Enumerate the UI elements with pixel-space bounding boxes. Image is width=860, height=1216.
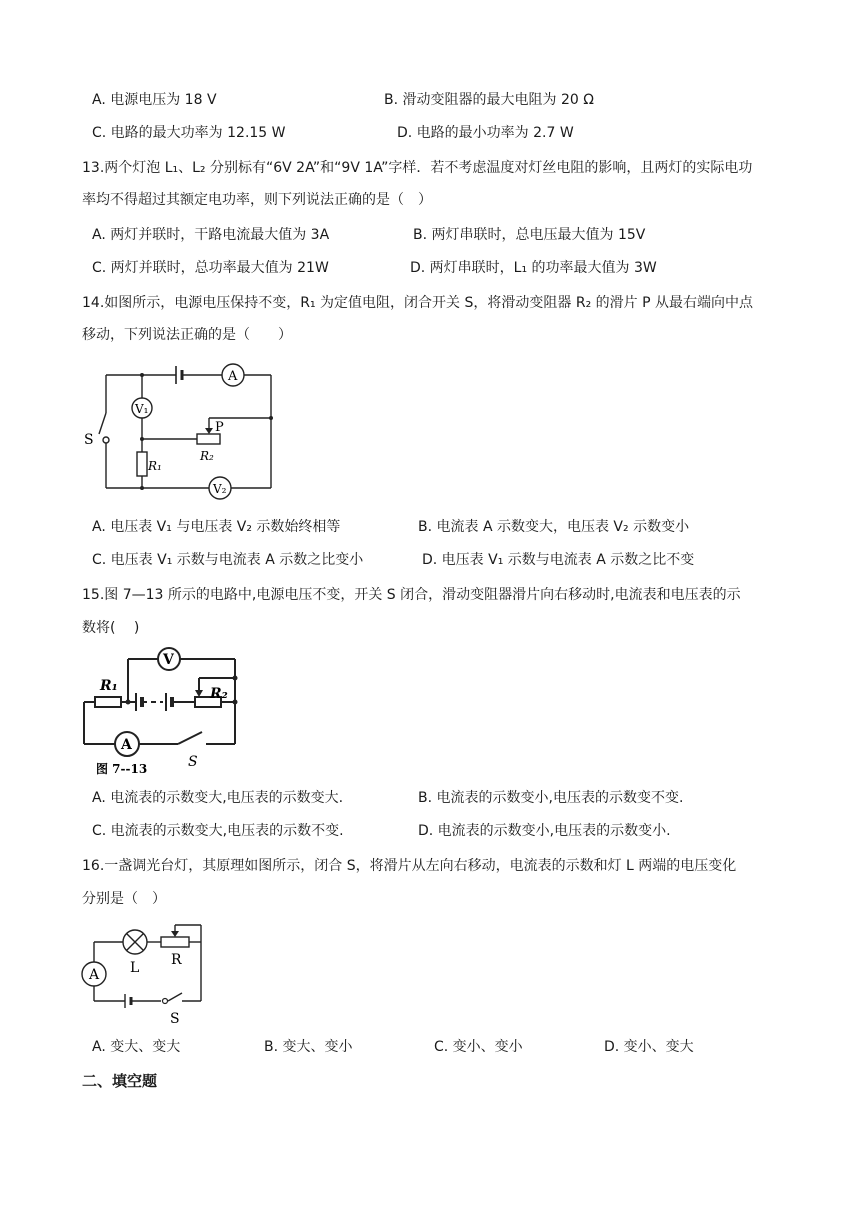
q14-label-a: A	[228, 369, 238, 384]
q14-stem-line2: 移动，下列说法正确的是（ ）	[82, 327, 292, 343]
q16-stem-line2: 分别是（ ）	[82, 891, 166, 907]
q12-option-a: A. 电源电压为 18 V	[92, 92, 217, 108]
q14-stem-line1: 14.如图所示，电源电压保持不变，R₁ 为定值电阻，闭合开关 S，将滑动变阻器 R₂ 的滑片 P 从最右端向中点	[82, 295, 753, 311]
q14-option-a: A. 电压表 V₁ 与电压表 V₂ 示数始终相等	[92, 519, 341, 535]
q15-option-a: A. 电流表的示数变大,电压表的示数变大.	[92, 790, 344, 806]
q16-option-b: B. 变大、变小	[264, 1039, 353, 1055]
q12-option-b: B. 滑动变阻器的最大电阻为 20 Ω	[384, 92, 594, 108]
q15-figure-caption: 图 7--13	[96, 762, 148, 776]
q12-option-d: D. 电路的最小功率为 2.7 W	[397, 125, 574, 141]
q13-option-b: B. 两灯串联时，总电压最大值为 15V	[413, 227, 646, 243]
q16-label-l: L	[130, 960, 140, 976]
q16-label-a: A	[89, 967, 100, 983]
q14-circuit-diagram	[78, 360, 288, 500]
q16-option-c: C. 变小、变小	[434, 1039, 523, 1055]
q15-option-c: C. 电流表的示数变大,电压表的示数不变.	[92, 823, 344, 839]
q16-label-r: R	[171, 952, 182, 968]
q15-label-v: V	[163, 652, 174, 668]
q14-label-v2: V₂	[213, 482, 227, 496]
q16-stem-line1: 16.一盏调光台灯，其原理如图所示，闭合 S，将滑片从左向右移动，电流表的示数和灯 L 两端的电压变化	[82, 858, 737, 874]
q15-option-d: D. 电流表的示数变小,电压表的示数变小.	[418, 823, 671, 839]
q15-stem-line1: 15.图 7—13 所示的电路中,电源电压不变，开关 S 闭合，滑动变阻器滑片向右移动时,电流表和电压表的示	[82, 587, 741, 603]
q16-option-d: D. 变小、变大	[604, 1039, 694, 1055]
q16-label-s: S	[170, 1011, 180, 1025]
q16-circuit-diagram	[78, 915, 218, 1025]
q13-stem-line1: 13.两个灯泡 L₁、L₂ 分别标有“6V 2A”和“9V 1A”字样．若不考虑温度对灯丝电阻的影响，且两灯的实际电功	[82, 160, 753, 176]
q15-circuit-diagram	[78, 640, 248, 780]
q14-label-p: P	[215, 420, 224, 435]
q15-label-r1: R₁	[100, 678, 118, 694]
q15-label-r2: R₂	[210, 686, 228, 702]
q14-label-s: S	[84, 432, 94, 448]
q15-label-a: A	[121, 737, 132, 753]
q14-option-b: B. 电流表 A 示数变大，电压表 V₂ 示数变小	[418, 519, 690, 535]
q14-label-r2: R₂	[200, 449, 214, 463]
q13-stem-line2: 率均不得超过其额定电功率，则下列说法正确的是（ ）	[82, 192, 432, 208]
q14-label-v1: V₁	[135, 402, 149, 416]
q15-option-b: B. 电流表的示数变小,电压表的示数变不变.	[418, 790, 684, 806]
section-title: 二、填空题	[82, 1072, 158, 1090]
q14-label-r1: R₁	[148, 459, 162, 473]
q14-option-c: C. 电压表 V₁ 示数与电流表 A 示数之比变小	[92, 552, 364, 568]
q16-option-a: A. 变大、变大	[92, 1039, 181, 1055]
q14-option-d: D. 电压表 V₁ 示数与电流表 A 示数之比不变	[422, 552, 695, 568]
q13-option-d: D. 两灯串联时，L₁ 的功率最大值为 3W	[410, 260, 657, 276]
q15-stem-line2: 数将( )	[82, 620, 140, 636]
q12-option-c: C. 电路的最大功率为 12.15 W	[92, 125, 286, 141]
q13-option-c: C. 两灯并联时，总功率最大值为 21W	[92, 260, 329, 276]
q15-label-s: S	[188, 754, 198, 770]
q13-option-a: A. 两灯并联时，干路电流最大值为 3A	[92, 227, 330, 243]
